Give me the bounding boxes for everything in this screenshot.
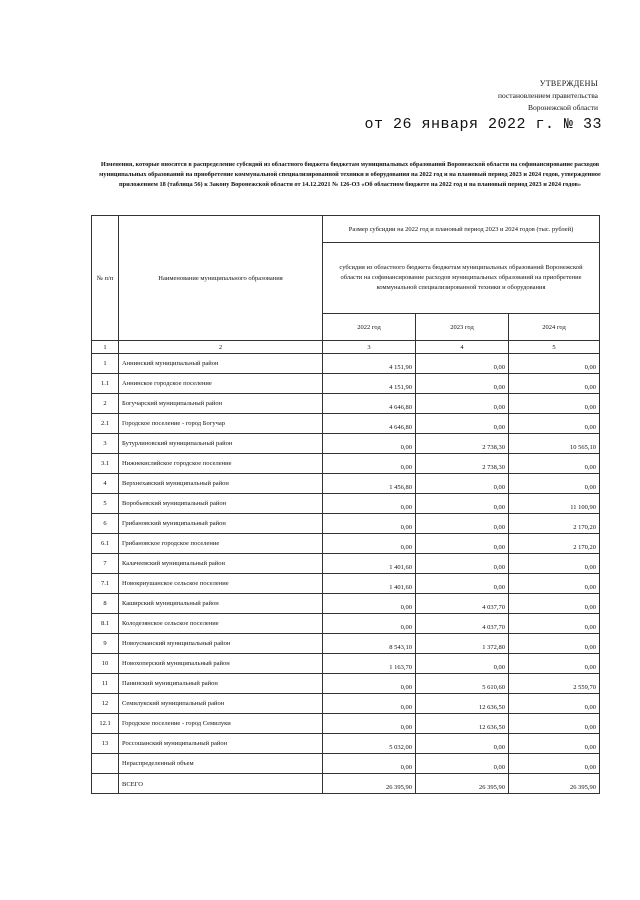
value-2023: 0,00 bbox=[416, 654, 509, 674]
row-number: 11 bbox=[92, 674, 119, 694]
value-2022: 4 646,80 bbox=[323, 414, 416, 434]
table-row bbox=[92, 434, 600, 454]
row-name: Воробьевский муниципальный район bbox=[119, 494, 323, 514]
table-row bbox=[92, 654, 600, 674]
value-2022: 0,00 bbox=[323, 494, 416, 514]
row-number: 7.1 bbox=[92, 574, 119, 594]
row-name: Колодезянское сельское поселение bbox=[119, 614, 323, 634]
header-subsidy-size: Размер субсидии на 2022 год и плановый период 2023 и 2024 годов (тыс. рублей) bbox=[323, 216, 600, 243]
row-name: Аннинское городское поселение bbox=[119, 374, 323, 394]
row-number: 1 bbox=[92, 354, 119, 374]
header-year-2024: 2024 год bbox=[509, 314, 600, 341]
row-name: Грибановское городское поселение bbox=[119, 534, 323, 554]
total-2024: 26 395,90 bbox=[509, 774, 600, 794]
value-2022: 0,00 bbox=[323, 614, 416, 634]
value-2022: 0,00 bbox=[323, 594, 416, 614]
value-2023: 12 636,50 bbox=[416, 694, 509, 714]
row-number: 9 bbox=[92, 634, 119, 654]
value-2024: 0,00 bbox=[509, 374, 600, 394]
row-name: Аннинский муниципальный район bbox=[119, 354, 323, 374]
row-number bbox=[92, 754, 119, 774]
value-2023: 4 037,70 bbox=[416, 614, 509, 634]
value-2023: 4 037,70 bbox=[416, 594, 509, 614]
row-number: 8 bbox=[92, 594, 119, 614]
row-number: 8.1 bbox=[92, 614, 119, 634]
value-2022: 1 401,60 bbox=[323, 574, 416, 594]
row-name: Городское поселение - город Семилуки bbox=[119, 714, 323, 734]
table-row bbox=[92, 754, 600, 774]
table-row bbox=[92, 714, 600, 734]
table-row bbox=[92, 734, 600, 754]
approval-block bbox=[498, 78, 598, 114]
value-2024: 0,00 bbox=[509, 554, 600, 574]
row-name: Богучарский муниципальный район bbox=[119, 394, 323, 414]
value-2024: 0,00 bbox=[509, 454, 600, 474]
value-2024: 0,00 bbox=[509, 634, 600, 654]
value-2023: 0,00 bbox=[416, 354, 509, 374]
row-number: 6 bbox=[92, 514, 119, 534]
value-2023: 5 610,60 bbox=[416, 674, 509, 694]
value-2022: 0,00 bbox=[323, 534, 416, 554]
column-number: 5 bbox=[509, 341, 600, 354]
value-2023: 0,00 bbox=[416, 754, 509, 774]
table-row bbox=[92, 594, 600, 614]
row-name: Верхнехавский муниципальный район bbox=[119, 474, 323, 494]
value-2023: 0,00 bbox=[416, 394, 509, 414]
approval-line-3: Воронежской области bbox=[528, 103, 598, 112]
row-name: Новокриушанское сельское поселение bbox=[119, 574, 323, 594]
table-row bbox=[92, 634, 600, 654]
value-2022: 0,00 bbox=[323, 454, 416, 474]
value-2022: 1 401,60 bbox=[323, 554, 416, 574]
value-2024: 10 565,10 bbox=[509, 434, 600, 454]
row-number: 12 bbox=[92, 694, 119, 714]
table-row bbox=[92, 554, 600, 574]
row-name: Калачеевский муниципальный район bbox=[119, 554, 323, 574]
approval-line-2: постановлением правительства bbox=[497, 91, 598, 100]
value-2022: 0,00 bbox=[323, 434, 416, 454]
table-row bbox=[92, 374, 600, 394]
value-2024: 0,00 bbox=[509, 694, 600, 714]
value-2022: 1 163,70 bbox=[323, 654, 416, 674]
value-2023: 0,00 bbox=[416, 474, 509, 494]
total-row bbox=[92, 774, 600, 794]
row-name: Семилукский муниципальный район bbox=[119, 694, 323, 714]
value-2023: 0,00 bbox=[416, 374, 509, 394]
column-number: 2 bbox=[119, 341, 323, 354]
table-row bbox=[92, 674, 600, 694]
value-2023: 0,00 bbox=[416, 514, 509, 534]
table-row bbox=[92, 354, 600, 374]
table-row bbox=[92, 694, 600, 714]
column-number: 1 bbox=[92, 341, 119, 354]
column-number-row bbox=[92, 341, 600, 354]
value-2022: 0,00 bbox=[323, 694, 416, 714]
column-number: 3 bbox=[323, 341, 416, 354]
row-number: 5 bbox=[92, 494, 119, 514]
value-2023: 0,00 bbox=[416, 574, 509, 594]
value-2024: 0,00 bbox=[509, 734, 600, 754]
value-2023: 0,00 bbox=[416, 734, 509, 754]
row-name: Новоусманский муниципальный район bbox=[119, 634, 323, 654]
header-year-2023: 2023 год bbox=[416, 314, 509, 341]
row-name: Бутурлиновский муниципальный район bbox=[119, 434, 323, 454]
value-2024: 2 559,70 bbox=[509, 674, 600, 694]
value-2023: 2 738,30 bbox=[416, 454, 509, 474]
value-2023: 0,00 bbox=[416, 554, 509, 574]
row-name: Грибановский муниципальный район bbox=[119, 514, 323, 534]
row-number: 13 bbox=[92, 734, 119, 754]
value-2022: 0,00 bbox=[323, 674, 416, 694]
document-title: Изменения, которые вносятся в распределение субсидий из областного бюджета бюджетам муниципальных образований Воронежской области на софинансирование расходов муниципальных образований на приобретение коммунальной специализированной техники и оборудования на 2022 год и на плановый период 2023 и 2024 годов, утвержденное приложением 18 (таблица 56) к Закону Воронежской области от 14.12.2021 № 126-ОЗ «Об областном бюджете на 2022 год и на плановый период 2023 и 2024 годов» bbox=[99, 161, 601, 188]
row-number: 7 bbox=[92, 554, 119, 574]
value-2022: 0,00 bbox=[323, 714, 416, 734]
value-2022: 4 151,90 bbox=[323, 374, 416, 394]
header-number: № п/п bbox=[92, 216, 119, 341]
value-2022: 4 151,90 bbox=[323, 354, 416, 374]
row-number: 3.1 bbox=[92, 454, 119, 474]
total-number-cell bbox=[92, 774, 119, 794]
row-number: 12.1 bbox=[92, 714, 119, 734]
value-2024: 0,00 bbox=[509, 354, 600, 374]
approval-heading: УТВЕРЖДЕНЫ bbox=[539, 79, 598, 88]
value-2024: 2 170,20 bbox=[509, 534, 600, 554]
subsidy-table bbox=[91, 215, 600, 794]
row-name: Нераспределенный объем bbox=[119, 754, 323, 774]
column-number: 4 bbox=[416, 341, 509, 354]
table-row bbox=[92, 454, 600, 474]
row-number: 1.1 bbox=[92, 374, 119, 394]
value-2022: 0,00 bbox=[323, 754, 416, 774]
value-2024: 2 170,20 bbox=[509, 514, 600, 534]
value-2024: 0,00 bbox=[509, 414, 600, 434]
table-row bbox=[92, 414, 600, 434]
value-2023: 0,00 bbox=[416, 494, 509, 514]
total-label: ВСЕГО bbox=[119, 774, 323, 794]
value-2024: 0,00 bbox=[509, 594, 600, 614]
row-number: 2.1 bbox=[92, 414, 119, 434]
value-2022: 4 646,80 bbox=[323, 394, 416, 414]
value-2022: 1 456,80 bbox=[323, 474, 416, 494]
table-row bbox=[92, 474, 600, 494]
header-subsidy-description: субсидия из областного бюджета бюджетам муниципальных образований Воронежской области на софинансирование расходов муниципальных образований на приобретение коммунальной специализированной техники и оборудования bbox=[323, 243, 600, 314]
row-name: Новохоперский муниципальный район bbox=[119, 654, 323, 674]
value-2024: 0,00 bbox=[509, 474, 600, 494]
value-2022: 5 032,00 bbox=[323, 734, 416, 754]
decree-date: от 26 января 2022 г. № 33 bbox=[364, 116, 602, 133]
row-number: 4 bbox=[92, 474, 119, 494]
value-2024: 0,00 bbox=[509, 754, 600, 774]
row-number: 10 bbox=[92, 654, 119, 674]
table-row bbox=[92, 534, 600, 554]
value-2024: 0,00 bbox=[509, 394, 600, 414]
row-number: 2 bbox=[92, 394, 119, 414]
value-2024: 0,00 bbox=[509, 714, 600, 734]
value-2023: 1 372,80 bbox=[416, 634, 509, 654]
value-2023: 0,00 bbox=[416, 534, 509, 554]
value-2024: 0,00 bbox=[509, 574, 600, 594]
header-name: Наименование муниципального образования bbox=[119, 216, 323, 341]
value-2024: 0,00 bbox=[509, 654, 600, 674]
row-name: Городское поселение - город Богучар bbox=[119, 414, 323, 434]
value-2023: 2 738,30 bbox=[416, 434, 509, 454]
table-row bbox=[92, 494, 600, 514]
table-row bbox=[92, 574, 600, 594]
row-number: 3 bbox=[92, 434, 119, 454]
table-row bbox=[92, 514, 600, 534]
value-2023: 0,00 bbox=[416, 414, 509, 434]
header-year-2022: 2022 год bbox=[323, 314, 416, 341]
row-number: 6.1 bbox=[92, 534, 119, 554]
value-2024: 0,00 bbox=[509, 614, 600, 634]
row-name: Нижнекисляйское городское поселение bbox=[119, 454, 323, 474]
total-2022: 26 395,90 bbox=[323, 774, 416, 794]
value-2024: 11 100,90 bbox=[509, 494, 600, 514]
row-name: Россошанский муниципальный район bbox=[119, 734, 323, 754]
value-2022: 8 543,10 bbox=[323, 634, 416, 654]
table-row bbox=[92, 614, 600, 634]
row-name: Каширский муниципальный район bbox=[119, 594, 323, 614]
value-2023: 12 636,50 bbox=[416, 714, 509, 734]
value-2022: 0,00 bbox=[323, 514, 416, 534]
total-2023: 26 395,90 bbox=[416, 774, 509, 794]
row-name: Панинский муниципальный район bbox=[119, 674, 323, 694]
table-row bbox=[92, 394, 600, 414]
